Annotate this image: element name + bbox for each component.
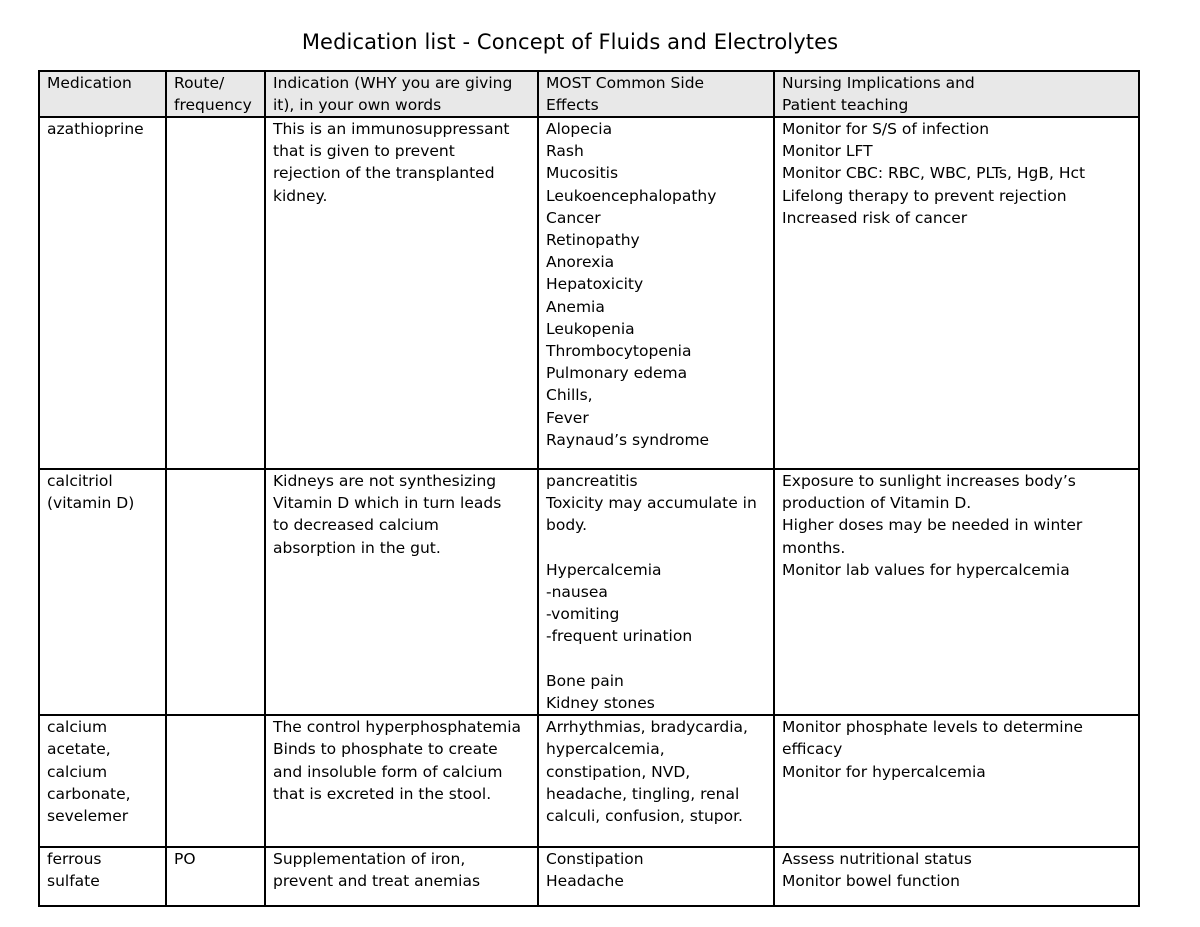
cell-indication: Kidneys are not synthesizing Vitamin D which in turn leads to decreased calcium absorption in the gut. <box>265 469 538 715</box>
cell-nursing: Assess nutritional status Monitor bowel function <box>774 847 1139 906</box>
header-indication: Indication (WHY you are giving it), in your own words <box>265 71 538 117</box>
cell-nursing: Monitor phosphate levels to determine efficacy Monitor for hypercalcemia <box>774 715 1139 847</box>
cell-medication: calcitriol (vitamin D) <box>39 469 166 715</box>
cell-indication: This is an immunosuppressant that is given to prevent rejection of the transplanted kidney. <box>265 117 538 469</box>
cell-side-effects: Constipation Headache <box>538 847 774 906</box>
table-row <box>39 117 1139 469</box>
header-medication: Medication <box>39 71 166 117</box>
cell-indication: The control hyperphosphatemia Binds to phosphate to create and insoluble form of calcium that is excreted in the stool. <box>265 715 538 847</box>
cell-medication: calcium acetate, calcium carbonate, sevelemer <box>39 715 166 847</box>
cell-nursing: Exposure to sunlight increases body’s production of Vitamin D. Higher doses may be needed in winter months. Monitor lab values for hypercalcemia <box>774 469 1139 715</box>
table-row <box>39 847 1139 906</box>
cell-route <box>166 469 265 715</box>
header-side-effects: MOST Common Side Effects <box>538 71 774 117</box>
cell-medication: ferrous sulfate <box>39 847 166 906</box>
cell-indication: Supplementation of iron, prevent and treat anemias <box>265 847 538 906</box>
cell-side-effects: pancreatitis Toxicity may accumulate in body. Hypercalcemia -nausea -vomiting -frequent urination Bone pain Kidney stones <box>538 469 774 715</box>
header-row <box>39 71 1139 117</box>
table-row <box>39 715 1139 847</box>
cell-medication: azathioprine <box>39 117 166 469</box>
table-body <box>39 117 1139 906</box>
table-header <box>39 71 1139 117</box>
document-title: Medication list - Concept of Fluids and Electrolytes <box>301 30 839 54</box>
cell-side-effects: Arrhythmias, bradycardia, hypercalcemia, constipation, NVD, headache, tingling, renal calculi, confusion, stupor. <box>538 715 774 847</box>
cell-route: PO <box>166 847 265 906</box>
cell-side-effects: Alopecia Rash Mucositis Leukoencephalopathy Cancer Retinopathy Anorexia Hepatoxicity Anemia Leukopenia Thrombocytopenia Pulmonary edema Chills, Fever Raynaud’s syndrome <box>538 117 774 469</box>
header-route-frequency: Route/ frequency <box>166 71 265 117</box>
header-nursing-implications: Nursing Implications and Patient teaching <box>774 71 1139 117</box>
cell-nursing: Monitor for S/S of infection Monitor LFT Monitor CBC: RBC, WBC, PLTs, HgB, Hct Lifelong therapy to prevent rejection Increased risk of cancer <box>774 117 1139 469</box>
table-row <box>39 469 1139 715</box>
medication-table <box>38 70 1140 907</box>
cell-route <box>166 715 265 847</box>
cell-route <box>166 117 265 469</box>
